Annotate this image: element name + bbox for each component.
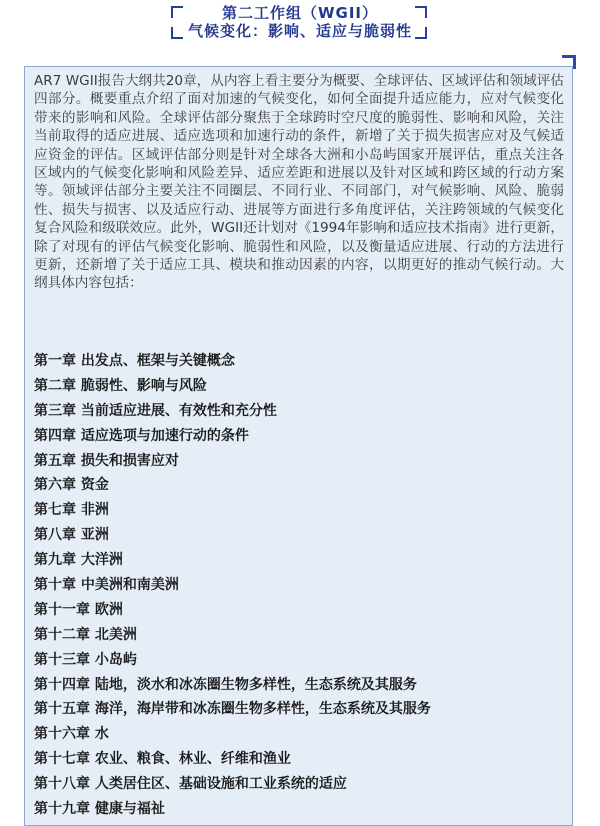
chapter-item: 第十六章 水 bbox=[34, 726, 109, 743]
chapter-item: 第三章 当前适应进展、有效性和充分性 bbox=[34, 402, 277, 419]
corner-accent-icon bbox=[562, 55, 576, 69]
page-subtitle: 气候变化：影响、适应与脆弱性 bbox=[187, 22, 412, 40]
chapter-item: 第二章 脆弱性、影响与风险 bbox=[34, 377, 207, 394]
page-title: 第二工作组（WGII） bbox=[221, 4, 379, 22]
chapter-item: 第七章 非洲 bbox=[34, 502, 109, 519]
chapter-item: 第四章 适应选项与加速行动的条件 bbox=[34, 427, 249, 444]
chapter-item: 第十四章 陆地，淡水和冰冻圈生物多样性，生态系统及其服务 bbox=[34, 676, 417, 693]
chapter-item: 第六章 资金 bbox=[34, 477, 109, 494]
chapter-item: 第五章 损失和损害应对 bbox=[34, 452, 179, 469]
chapter-item: 第十章 中美洲和南美洲 bbox=[34, 577, 179, 594]
chapter-item: 第八章 亚洲 bbox=[34, 527, 109, 544]
section-header bbox=[0, 0, 600, 56]
chapter-item: 第十九章 健康与福祉 bbox=[34, 801, 165, 818]
chapter-list bbox=[34, 349, 564, 822]
chapter-item: 第一章 出发点、框架与关键概念 bbox=[34, 353, 235, 369]
chapter-item: 第十一章 欧洲 bbox=[34, 601, 123, 618]
chapter-item: 第十七章 农业、粮食、林业、纤维和渔业 bbox=[34, 751, 291, 768]
intro-paragraph: AR7 WGII报告大纲共20章，从内容上看主要分为概要、全球评估、区域评估和领域评估四部分。概要重点介绍了面对加速的气候变化，如何全面提升适应能力，应对气候变化带来的影响和风险。全球评估部分聚焦于全球跨时空尺度的脆弱性、影响和风险，关注当前取得的适应进展、适应选项和加速行动的条件，新增了关于损失损害应对及气候适应资金的评估。区域评估部分则是针对全球各大洲和小岛屿国家开展评估，重点关注各区域内的气候变化影响和风险差异、适应差距和进展以及针对区域和跨区域的行动方案等。领域评估部分主要关注不同圈层、不同行业、不同部门，对气候影响、风险、脆弱性、损失与损害、以及适应行动、进展等方面进行多角度评估，关注跨领域的气候变化复合风险和级联效应。此外，WGII还计划对《1994年影响和适应技术指南》进行更新，除了对现有的评估气候变化影响、脆弱性和风险，以及衡量适应进展、行动的方法进行更新，还新增了关于适应工具、模块和推动因素的内容，以期更好的推动气候行动。大纲具体内容包括： bbox=[34, 73, 564, 292]
chapter-item: 第十二章 北美洲 bbox=[34, 626, 137, 643]
chapter-item: 第九章 大洋洲 bbox=[34, 552, 123, 569]
chapter-item: 第十五章 海洋，海岸带和冰冻圈生物多样性，生态系统及其服务 bbox=[34, 701, 431, 718]
chapter-item: 第十八章 人类居住区、基础设施和工业系统的适应 bbox=[34, 776, 347, 793]
chapter-item: 第十三章 小岛屿 bbox=[34, 651, 137, 668]
